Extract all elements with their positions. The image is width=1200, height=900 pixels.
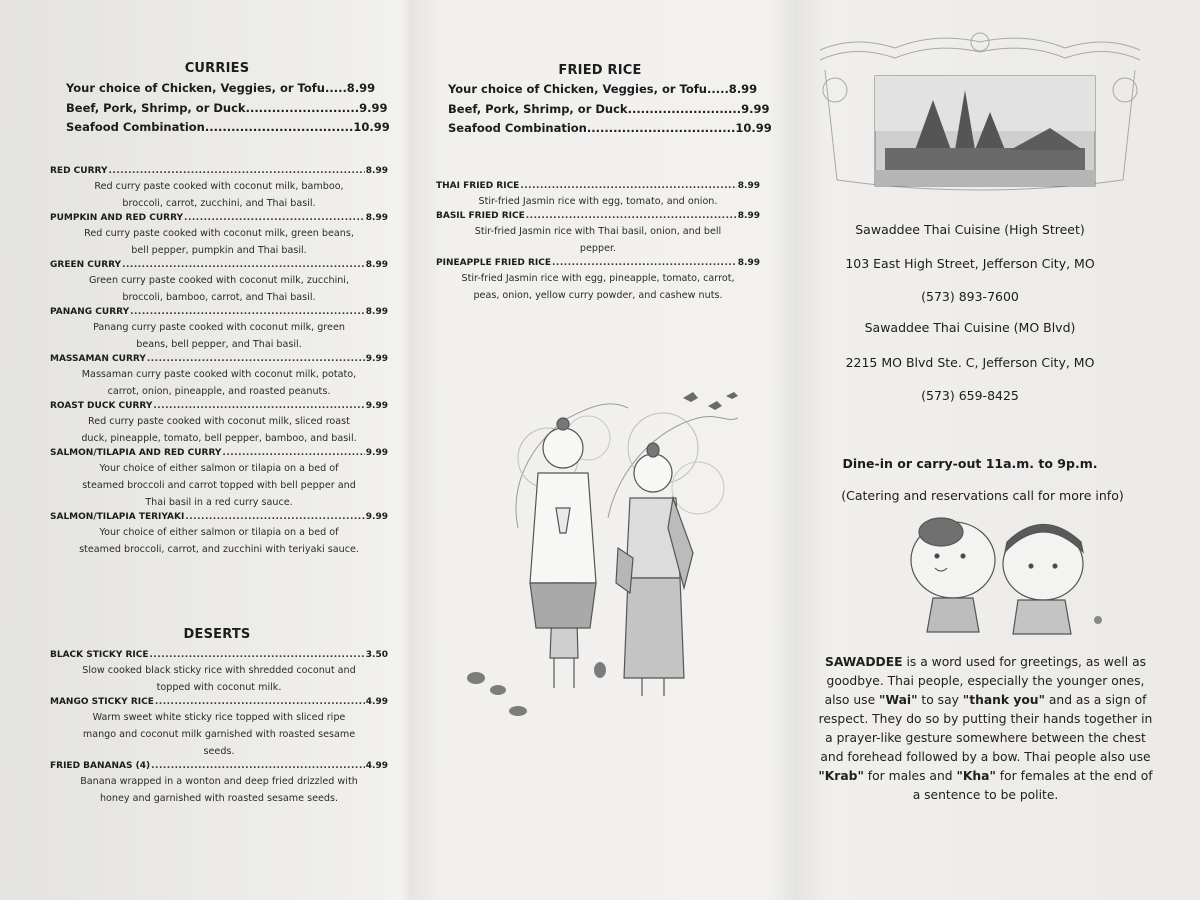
menu-item-description: steamed broccoli and carrot topped with bell pepper and (82, 480, 356, 491)
menu-item-price: 9.99 (365, 401, 388, 411)
menu-item-price: 8.99 (365, 166, 388, 176)
menu-item-name: MANGO STICKY RICE (50, 697, 154, 707)
menu-item-price: 4.99 (365, 697, 388, 707)
menu-item-heading (50, 511, 388, 524)
menu-item-description: duck, pineapple, tomato, bell pepper, bamboo, and basil. (81, 433, 357, 444)
menu-item-description: Panang curry paste cooked with coconut milk, green (93, 322, 345, 333)
menu-item (50, 212, 388, 259)
thank-you-term: "thank you" (962, 693, 1045, 707)
menu-item-name: BLACK STICKY RICE (50, 650, 149, 660)
menu-item-heading (50, 447, 388, 460)
menu-item (50, 400, 388, 447)
paragraph-text: for males and (863, 769, 957, 783)
menu-item-description: topped with coconut milk. (156, 682, 282, 693)
menu-item-description: Your choice of either salmon or tilapia on a bed of (99, 463, 339, 474)
menu-item-description: bell pepper, pumpkin and Thai basil. (131, 245, 307, 256)
paragraph-text: and as a sign of respect. They do so by putting their hands together in a prayer-like gesture somewhere between the chest and forehead followed by a bow. Thai people also use (818, 693, 1153, 764)
location-1-phone: (573) 893-7600 (921, 289, 1019, 304)
menu-item-name: RED CURRY (50, 166, 108, 176)
menu-item-description: carrot, onion, pineapple, and roasted peanuts. (107, 386, 331, 397)
menu-item (50, 760, 388, 807)
menu-item-description: Thai basil in a red curry sauce. (145, 497, 293, 508)
leader-dots (155, 696, 365, 709)
menu-item-description: Stir-fried Jasmin rice with egg, pineapple, tomato, carrot, (461, 273, 735, 284)
paragraph-text: is a word used for greetings, as well as goodbye. Thai people, especially the younger ones, also use (824, 655, 1147, 707)
leader-dots (552, 257, 737, 270)
leader-dots (520, 180, 736, 193)
menu-item-name: GREEN CURRY (50, 260, 122, 270)
leader-dots (526, 210, 737, 223)
menu-item-heading (50, 696, 388, 709)
menu-item-price: 4.99 (365, 761, 388, 771)
menu-item-name: ROAST DUCK CURRY (50, 401, 153, 411)
location-2-phone: (573) 659-8425 (921, 388, 1019, 403)
leader-dots (184, 212, 365, 225)
paragraph-text: for females at the end of a sentence to be polite. (912, 769, 1153, 802)
fried-rice-title: FRIED RICE (558, 63, 642, 78)
menu-item-description: Slow cooked black sticky rice with shredded coconut and (82, 665, 356, 676)
leader-dots (130, 306, 365, 319)
menu-item-price: 8.99 (737, 211, 760, 221)
leader-dots (122, 259, 365, 272)
wai-term: "Wai" (879, 693, 918, 707)
menu-item-description: steamed broccoli, carrot, and zucchini with teriyaki sauce. (79, 544, 359, 555)
menu-item-name: SALMON/TILAPIA AND RED CURRY (50, 448, 222, 458)
curries-price-list (66, 79, 396, 138)
menu-item-heading (50, 353, 388, 366)
curries-title: CURRIES (184, 61, 250, 76)
location-1-name: Sawaddee Thai Cuisine (High Street) (855, 222, 1085, 237)
menu-item-description: Green curry paste cooked with coconut milk, zucchini, (88, 275, 350, 286)
menu-item-price: 8.99 (365, 307, 388, 317)
temple-photo (815, 30, 1145, 200)
menu-item-heading (436, 210, 760, 223)
paragraph-text: to say (917, 693, 963, 707)
menu-item (436, 257, 760, 304)
menu-item-description: Massaman curry paste cooked with coconut milk, potato, (81, 369, 357, 380)
menu-item-name: SALMON/TILAPIA TERIYAKI (50, 512, 185, 522)
fried-rice-price-line: Seafood Combination..................................10.99 (448, 121, 772, 135)
menu-item-price: 8.99 (737, 258, 760, 268)
menu-item-description: Stir-fried Jasmin rice with egg, tomato, and onion. (478, 196, 718, 207)
menu-item (50, 259, 388, 306)
leader-dots (147, 353, 365, 366)
leader-dots (108, 165, 364, 178)
menu-item-heading (50, 165, 388, 178)
menu-item-description: Stir-fried Jasmin rice with Thai basil, onion, and bell (474, 226, 722, 237)
menu-item-heading (436, 180, 760, 193)
menu-item-name: THAI FRIED RICE (436, 181, 520, 191)
menu-item-description: Red curry paste cooked with coconut milk, bamboo, (94, 181, 344, 192)
leader-dots (153, 400, 364, 413)
location-2-address: 2215 MO Blvd Ste. C, Jefferson City, MO (845, 355, 1095, 370)
menu-item-description: broccoli, bamboo, carrot, and Thai basil. (122, 292, 316, 303)
leader-dots (185, 511, 364, 524)
menu-item-name: MASSAMAN CURRY (50, 354, 146, 364)
menu-item-name: PINEAPPLE FRIED RICE (436, 258, 552, 268)
catering-note: (Catering and reservations call for more info) (841, 488, 1124, 503)
location-1-address: 103 East High Street, Jefferson City, MO (845, 256, 1095, 271)
menu-item-description: pepper. (579, 243, 617, 254)
menu-item-name: PANANG CURRY (50, 307, 130, 317)
menu-item-description: honey and garnished with roasted sesame seeds. (99, 793, 339, 804)
fried-rice-items (436, 180, 760, 304)
menu-item-price: 8.99 (365, 260, 388, 270)
menu-item-description: broccoli, carrot, zucchini, and Thai basil. (122, 198, 316, 209)
menu-item (50, 649, 388, 696)
menu-item-name: FRIED BANANAS (4) (50, 761, 151, 771)
menu-item-heading (50, 400, 388, 413)
menu-item (50, 353, 388, 400)
menu-item-heading (50, 212, 388, 225)
cartoon-children-illustration (893, 512, 1123, 642)
fried-rice-price-line: Your choice of Chicken, Veggies, or Tofu.....8.99 (448, 82, 758, 96)
menu-item-name: BASIL FRIED RICE (436, 211, 525, 221)
deserts-items (50, 649, 388, 807)
menu-item (50, 447, 388, 511)
menu-item-price: 8.99 (737, 181, 760, 191)
curries-price-line: Your choice of Chicken, Veggies, or Tofu.....8.99 (66, 81, 376, 95)
menu-item (50, 165, 388, 212)
menu-item-heading (50, 259, 388, 272)
menu-item (50, 511, 388, 558)
krab-term: "Krab" (818, 769, 864, 783)
kha-term: "Kha" (956, 769, 996, 783)
menu-item-description: beans, bell pepper, and Thai basil. (136, 339, 302, 350)
menu-item-price: 3.50 (365, 650, 388, 660)
deserts-title: DESERTS (183, 627, 251, 642)
menu-item-heading (50, 760, 388, 773)
thai-couple-illustration (458, 378, 768, 718)
menu-item-description: Red curry paste cooked with coconut milk, green beans, (84, 228, 354, 239)
menu-item-price: 8.99 (365, 213, 388, 223)
fried-rice-price-list (448, 80, 778, 139)
hours: Dine-in or carry-out 11a.m. to 9p.m. (842, 456, 1098, 471)
curries-price-line: Seafood Combination..................................10.99 (66, 120, 390, 134)
menu-item-heading (50, 306, 388, 319)
leader-dots (150, 649, 365, 662)
menu-item-description: mango and coconut milk garnished with roasted sesame (82, 729, 356, 740)
leader-dots (151, 760, 365, 773)
menu-item-description: Banana wrapped in a wonton and deep fried drizzled with (80, 776, 358, 787)
menu-item-description: seeds. (203, 746, 235, 757)
fried-rice-price-line: Beef, Pork, Shrimp, or Duck..........................9.99 (448, 101, 770, 116)
menu-item-price: 9.99 (365, 354, 388, 364)
menu-item (50, 696, 388, 760)
menu-item-price: 9.99 (365, 512, 388, 522)
curries-price-line: Beef, Pork, Shrimp, or Duck..........................9.99 (66, 100, 388, 115)
menu-item-description: Your choice of either salmon or tilapia on a bed of (99, 527, 339, 538)
menu-item-description: Warm sweet white sticky rice topped with sliced ripe (92, 712, 346, 723)
menu-item-heading (50, 649, 388, 662)
menu-item-description: Red curry paste cooked with coconut milk, sliced roast (88, 416, 350, 427)
menu-item-description: peas, onion, yellow curry powder, and cashew nuts. (473, 290, 723, 301)
sawaddee-paragraph (813, 653, 1158, 805)
menu-item (436, 210, 760, 257)
menu-item-price: 9.99 (365, 448, 388, 458)
location-2-name: Sawaddee Thai Cuisine (MO Blvd) (864, 320, 1076, 335)
leader-dots (222, 447, 364, 460)
menu-item (436, 180, 760, 210)
menu-item-name: PUMPKIN AND RED CURRY (50, 213, 184, 223)
menu-item (50, 306, 388, 353)
curries-items (50, 165, 388, 558)
menu-item-heading (436, 257, 760, 270)
sawaddee-word: SAWADDEE (824, 655, 903, 669)
